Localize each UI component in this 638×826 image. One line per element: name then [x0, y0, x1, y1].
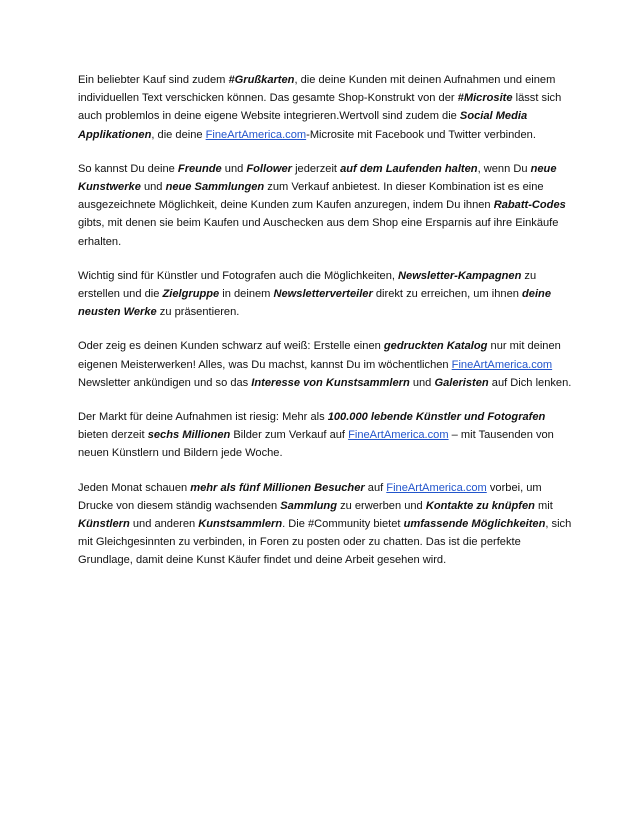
document-body [78, 71, 574, 570]
body-text: und anderen [129, 518, 199, 531]
body-text: , wenn Du [477, 162, 531, 175]
emphasized-text: neue Kunstwerke [78, 162, 557, 194]
body-text: Oder zeig es deinen Kunden schwarz auf weiß: Erstelle einen [78, 340, 384, 353]
body-text: mit [534, 499, 553, 512]
body-text: jederzeit [292, 162, 341, 175]
body-text: – mit Tausenden von neuen Künstlern und Bildern jede Woche. [78, 429, 554, 460]
emphasized-text: Social Media Applikationen [78, 110, 528, 141]
emphasized-text: sechs Millionen [147, 429, 231, 442]
body-text: bieten derzeit [78, 429, 148, 442]
body-text: . Die #Community bietet [282, 518, 404, 531]
body-text: Wichtig sind für Künstler und Fotografen auch die Möglichkeiten, [78, 269, 399, 282]
emphasized-text: Newsletterverteiler [273, 288, 373, 301]
emphasized-text: 100.000 lebende Künstler und Fotografen [327, 411, 546, 424]
body-text: zu erstellen und die [78, 269, 537, 301]
body-text: , die deine Kunden mit deinen Aufnahmen und einem individuellen Text verschicken können. Das gesamte Shop-Konstrukt von der [78, 74, 556, 105]
emphasized-text: Follower [246, 162, 292, 175]
body-text: Ein beliebter Kauf sind zudem [78, 74, 229, 86]
emphasized-text: Freunde [177, 162, 222, 175]
document-page [78, 71, 574, 586]
emphasized-text: deine neusten Werke [78, 288, 551, 319]
body-text: direkt zu erreichen, um ihnen [372, 288, 523, 301]
emphasized-text: Rabatt-Codes [493, 199, 566, 212]
emphasized-text: Zielgruppe [162, 288, 220, 301]
emphasized-text: #Grußkarten [228, 74, 295, 86]
emphasized-text: auf dem Laufenden halten [340, 162, 478, 175]
body-text: nur mit deinen eigenen Meisterwerken! Alles, was Du machst, kannst Du im wöchentlichen [78, 340, 561, 371]
body-text: , die deine [151, 128, 206, 141]
body-text: Der Markt für deine Aufnahmen ist riesig: Mehr als [78, 411, 328, 424]
body-text: vorbei, um Drucke von diesem ständig wachsenden [78, 481, 542, 512]
paragraph [78, 71, 574, 144]
emphasized-text: umfassende Möglichkeiten [403, 518, 546, 531]
body-text: gibts, mit denen sie beim Kaufen und Auschecken aus dem Shop eine Ersparnis auf ihre Einkäufe erhalten. [78, 217, 559, 248]
body-text: , sich mit Gleichgesinnten zu verbinden, in Foren zu posten oder zu chatten. Das ist die perfekte Grundlage, damit deine Kunst Käufer findet und deine Arbeit gesehen wird. [78, 518, 572, 567]
paragraph [78, 160, 574, 251]
body-text: zu erwerben und [337, 499, 426, 512]
body-text: Jeden Monat schauen [78, 481, 191, 494]
paragraph [78, 337, 574, 392]
emphasized-text: gedruckten Katalog [383, 340, 488, 353]
emphasized-text: Künstlern [78, 518, 130, 531]
emphasized-text: Galeristen [434, 376, 489, 389]
body-text: -Microsite mit Facebook und Twitter verbinden. [306, 128, 536, 141]
emphasized-text: mehr als fünf Millionen Besucher [190, 481, 365, 494]
body-text: auf [364, 481, 387, 494]
link-fineartamerica[interactable]: FineArtAmerica.com [205, 128, 307, 141]
emphasized-text: Sammlung [280, 499, 337, 512]
body-text: zum Verkauf anbietest. In dieser Kombination ist es eine ausgezeichnete Möglichkeit, deine Kunden zum Kaufen anzuregen, indem Du ihnen [78, 181, 544, 212]
link-fineartamerica[interactable]: FineArtAmerica.com [386, 481, 487, 494]
body-text: So kannst Du deine [78, 162, 178, 175]
body-text: und [221, 162, 247, 175]
body-text: und [140, 181, 166, 194]
emphasized-text: Newsletter-Kampagnen [398, 269, 522, 282]
emphasized-text: Interesse von Kunstsammlern [251, 376, 410, 389]
body-text: zu präsentieren. [156, 306, 240, 319]
emphasized-text: Kontakte zu knüpfen [425, 499, 535, 512]
body-text: auf Dich lenken. [488, 376, 572, 389]
emphasized-text: Kunstsammlern [198, 518, 283, 531]
body-text: und [409, 376, 435, 389]
body-text: in deinem [219, 288, 274, 301]
emphasized-text: neue Sammlungen [165, 181, 265, 194]
paragraph [78, 267, 574, 322]
paragraph [78, 479, 574, 570]
paragraph [78, 408, 574, 463]
body-text: lässt sich auch problemlos in deine eigene Website integrieren.Wertvoll sind zudem die [78, 92, 562, 123]
body-text: Newsletter ankündigen und so das [78, 376, 252, 389]
link-fineartamerica[interactable]: FineArtAmerica.com [451, 358, 553, 371]
link-fineartamerica[interactable]: FineArtAmerica.com [348, 429, 449, 442]
emphasized-text: #Microsite [457, 92, 513, 105]
body-text: Bilder zum Verkauf auf [230, 429, 349, 442]
